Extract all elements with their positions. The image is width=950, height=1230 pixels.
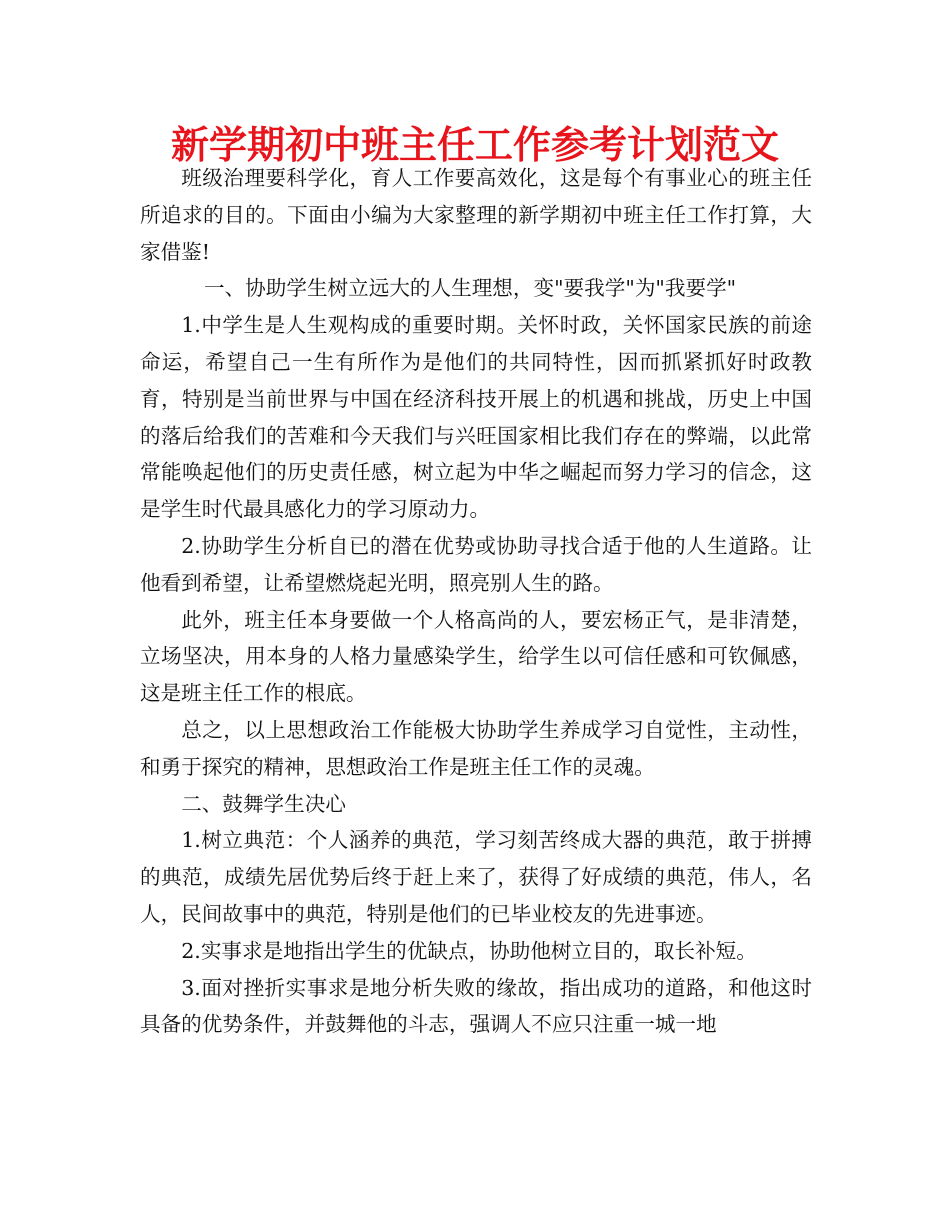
section-heading-2: 二、鼓舞学生决心 bbox=[181, 791, 346, 816]
document-title: 新学期初中班主任工作参考计划范文 bbox=[170, 123, 779, 167]
section-heading-1: 一、协助学生树立远大的人生理想，变"要我学"为"我要学" bbox=[204, 276, 737, 301]
document-body bbox=[140, 160, 812, 1043]
paragraph-2-3: 3.面对挫折实事求是地分析失败的缘故，指出成功的道路，和他这时具备的优势条件，并鼓舞他的斗志，强调人不应只注重一城一地 bbox=[140, 975, 812, 1037]
paragraph-intro: 班级治理要科学化，育人工作要高效化，这是每个有事业心的班主任所追求的目的。下面由小编为大家整理的新学期初中班主任工作打算，大家借鉴! bbox=[140, 166, 812, 264]
paragraph-2-2: 2.实事求是地指出学生的优缺点，协助他树立目的，取长补短。 bbox=[181, 938, 757, 963]
paragraph-2-1: 1.树立典范：个人涵养的典范，学习刻苦终成大器的典范，敢于拼搏的典范，成绩先居优势后终于赶上来了，获得了好成绩的典范，伟人，名人，民间故事中的典范，特别是他们的已毕业校友的先进事迹。 bbox=[140, 828, 812, 926]
paragraph-1-3: 此外，班主任本身要做一个人格高尚的人，要宏杨正气，是非清楚，立场坚决，用本身的人格力量感染学生，给学生以可信任感和可钦佩感，这是班主任工作的根底。 bbox=[140, 607, 812, 706]
paragraph-1-1: 1.中学生是人生观构成的重要时期。关怀时政，关怀国家民族的前途命运，希望自己一生有所作为是他们的共同特性，因而抓紧抓好时政教育，特别是当前世界与中国在经济科技开展上的机遇和挑战，历史上中国的落后给我们的苦难和今天我们与兴旺国家相比我们存在的弊端，以此常常能唤起他们的历史责任感，树立起为中华之崛起而努力学习的信念，这是学生时代最具感化力的学习原动力。 bbox=[140, 313, 812, 522]
paragraph-1-2: 2.协助学生分析自已的潜在优势或协助寻找合适于他的人生道路。让他看到希望，让希望燃烧起光明，照亮别人生的路。 bbox=[140, 533, 812, 595]
paragraph-1-4: 总之，以上思想政治工作能极大协助学生养成学习自觉性，主动性，和勇于探究的精神，思想政治工作是班主任工作的灵魂。 bbox=[140, 717, 812, 779]
